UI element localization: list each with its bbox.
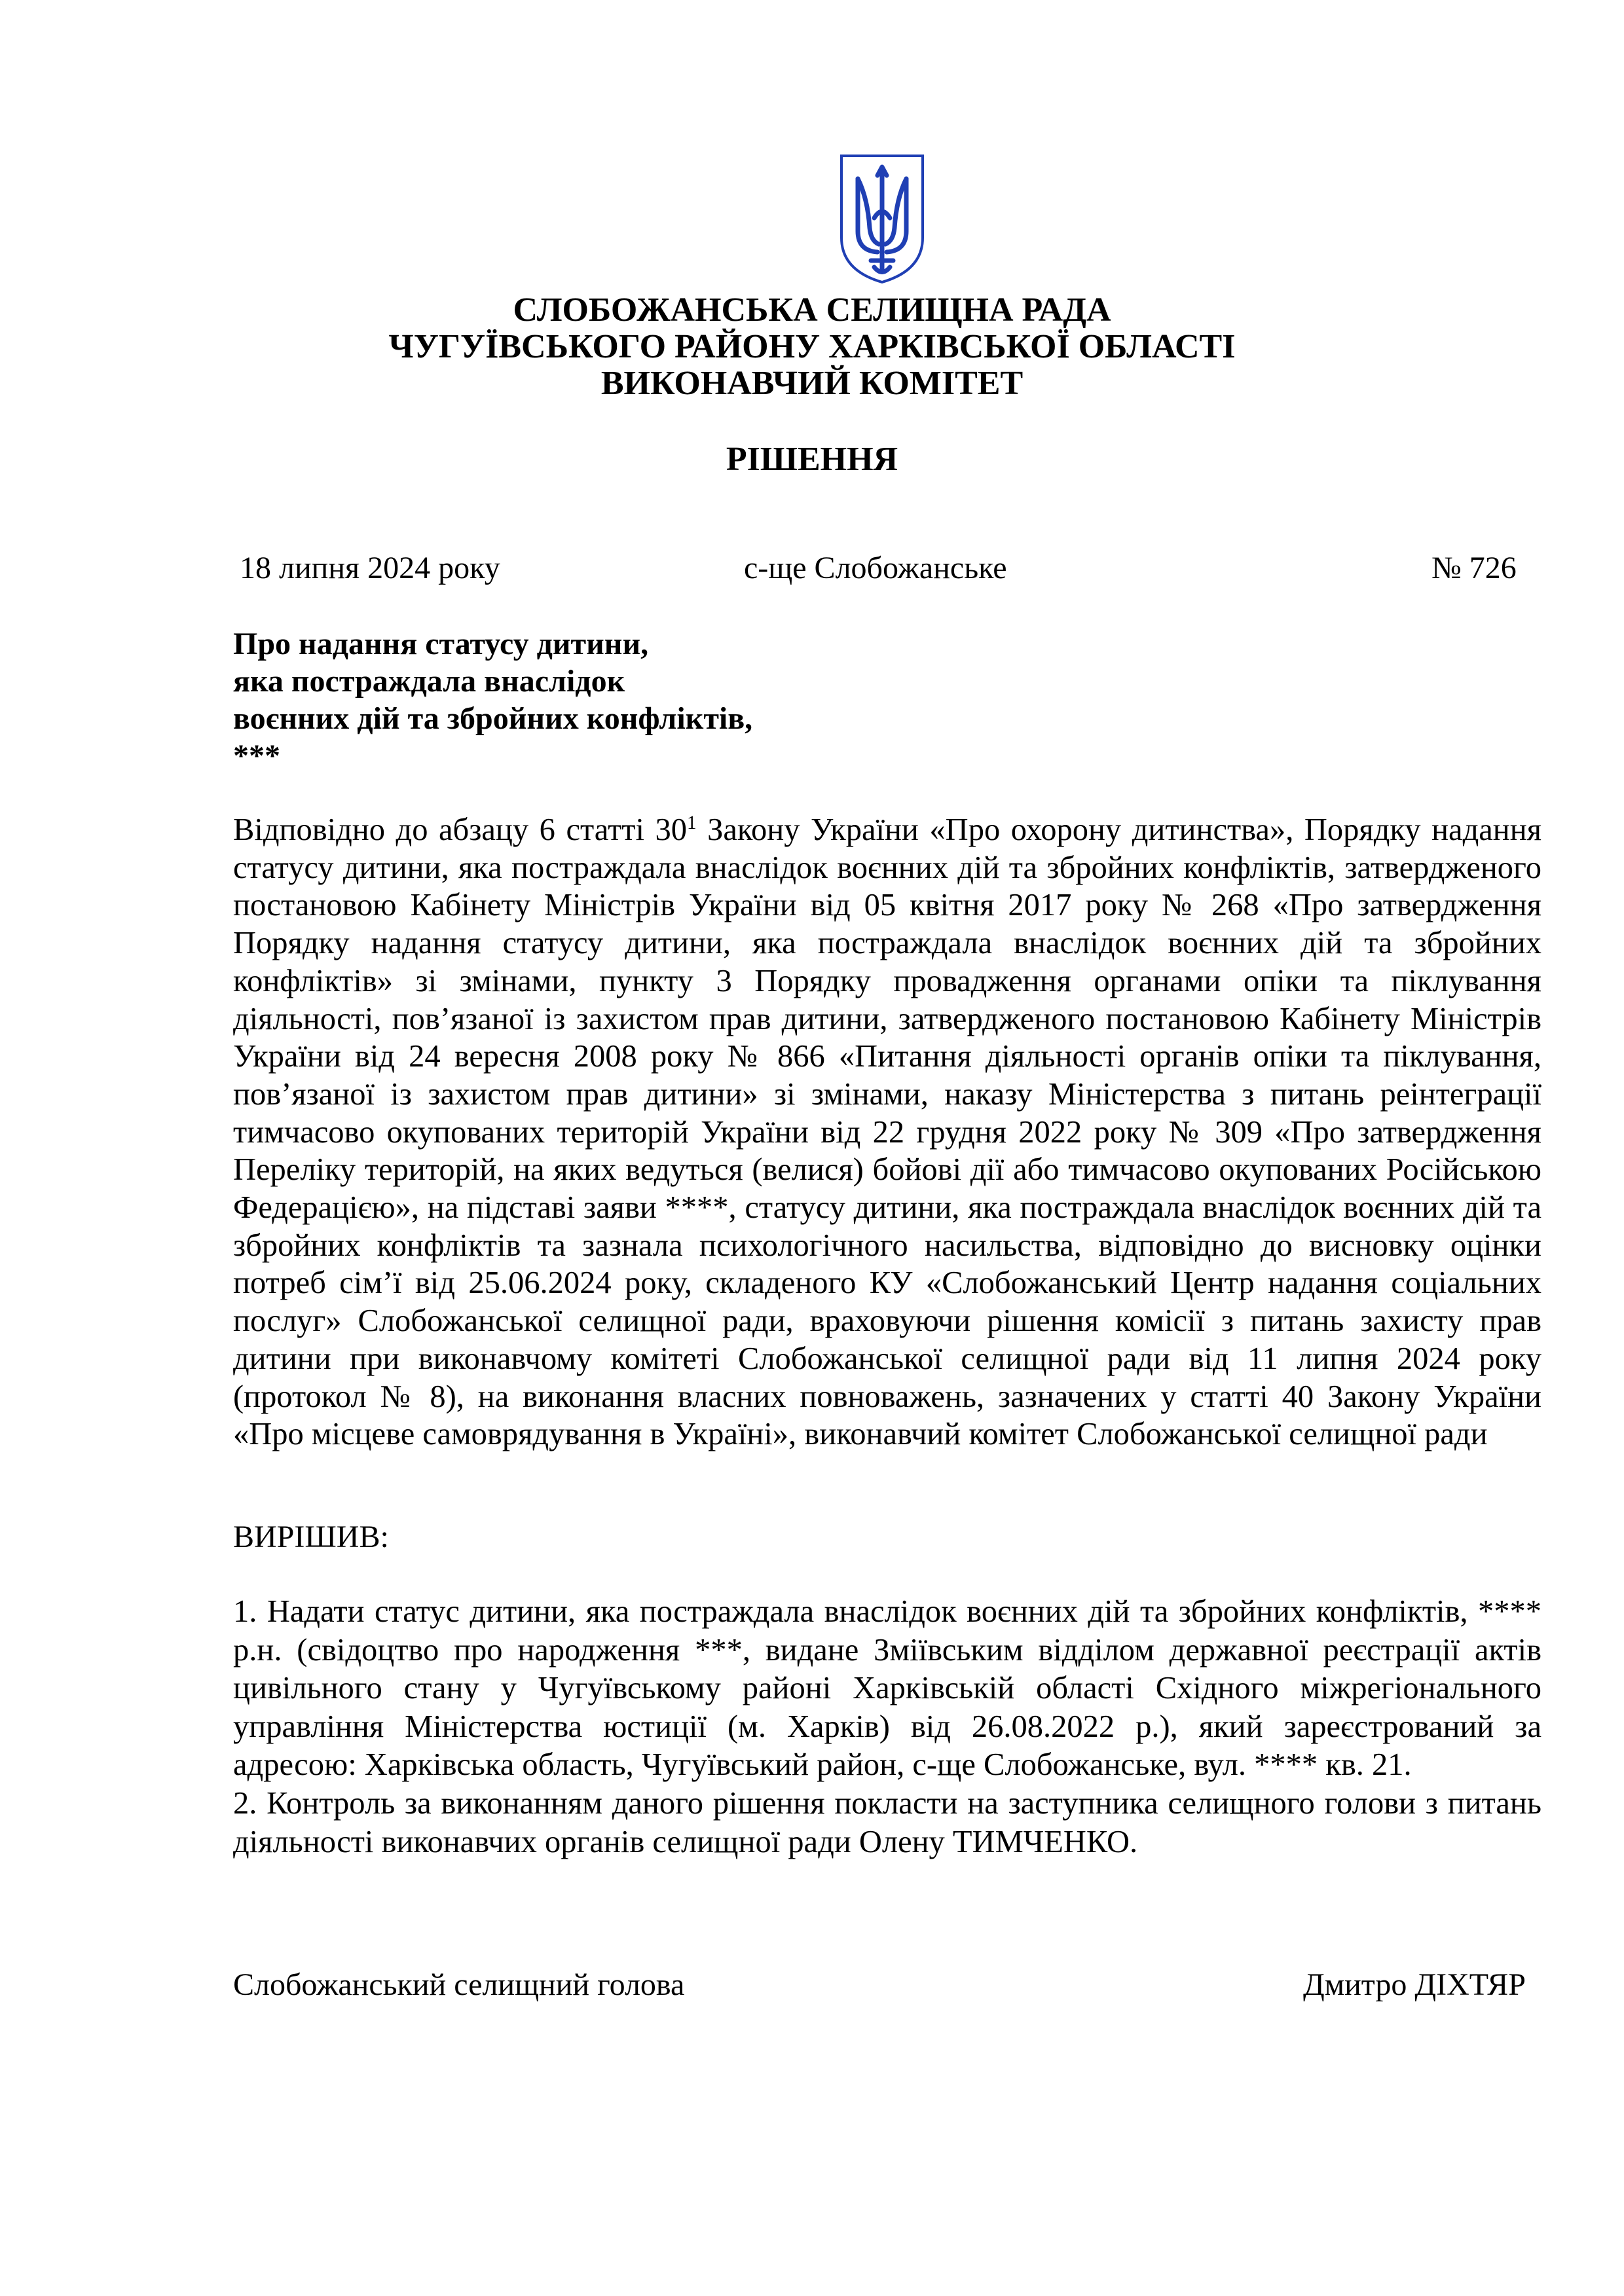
decision-item-1: 1. Надати статус дитини, яка постраждала внаслідок воєнних дій та збройних конфліктів, **** р.н. (свідоцтво про народження ***, видане Зміївським відділом державної реєстрації актів цивільного стану у Чугуївському районі Харківській області Східного міжрегіонального управління Міністерства юстиції (м. Харків) від 26.08.2022 р.), який зареєстрований за адресою: Харківська область, Чугуївський район, с-ще Слобожанське, вул. **** кв. 21. [233, 1594, 1541, 1783]
subject-line-3: воєнних дій та збройних конфліктів, [233, 701, 753, 736]
document-type-title: РІШЕННЯ [726, 441, 898, 478]
preamble-paragraph [233, 811, 1541, 1453]
ukraine-trident-emblem-icon [838, 153, 926, 285]
subject-line-2: яка постраждала внаслідок [233, 664, 625, 699]
preamble-text-rest: Закону України «Про охорону дитинства», Порядку надання статусу дитини, яка постраждала внаслідок воєнних дій та збройних конфліктів, затвердженого постановою Кабінету Міністрів України від 05 квітня 2017 року № 268 «Про затвердження Порядку надання статусу дитини, яка постраждала внаслідок воєнних дій та збройних конфліктів» зі змінами, пункту 3 Порядку провадження органами опіки та піклування діяльності, пов’язаної із захистом прав дитини, затвердженого постановою Кабінету Міністрів України від 24 вересня 2008 року № 866 «Питання діяльності органів опіки та піклування, пов’язаної із захистом прав дитини» зі змінами, наказу Міністерства з питань реінтеграції тимчасово окупованих територій України від 22 грудня 2022 року № 309 «Про затвердження Переліку територій, на яких ведуться (велися) бойові дії або тимчасово окупованих Російською Федерацією», на підставі заяви ****, статусу дитини, яка постраждала внаслідок воєнних дій та збройних конфліктів та зазнала психологічного насильства, відповідно до висновку оцінки потреб сім’ї від 25.06.2024 року, складеного КУ «Слобожанський Центр надання соціальних послуг» Слобожанської селищної ради, враховуючи рішення комісії з питань захисту прав дитини при виконавчому комітеті Слобожанської селищної ради від 11 липня 2024 року (протокол № 8), на виконання власних повноважень, зазначених у статті 40 Закону України «Про місцеве самоврядування в Україні», виконавчий комітет Слобожанської селищної ради [233, 812, 1541, 1452]
signature-name: Дмитро ДІХТЯР [1303, 1967, 1526, 2002]
signature-position: Слобожанський селищний голова [233, 1967, 685, 2002]
district-title: ЧУГУЇВСЬКОГО РАЙОНУ ХАРКІВСЬКОЇ ОБЛАСТІ [388, 328, 1236, 365]
committee-title: ВИКОНАВЧИЙ КОМІТЕТ [600, 365, 1024, 402]
decision-place: с-ще Слобожанське [744, 551, 1007, 585]
article-superscript: 1 [687, 812, 697, 833]
preamble-text-start: Відповідно до абзацу 6 статті 30 [233, 812, 687, 847]
subject-line-1: Про надання статусу дитини, [233, 627, 649, 661]
decision-items [233, 1593, 1541, 1861]
council-title: СЛОБОЖАНСЬКА СЕЛИЩНА РАДА [513, 291, 1111, 329]
subject-line-4: *** [233, 738, 280, 773]
decision-number: № 726 [1431, 551, 1517, 585]
decision-item-2: 2. Контроль за виконанням даного рішення покласти на заступника селищного голови з питань діяльності виконавчих органів селищної ради Олену ТИМЧЕНКО. [233, 1785, 1541, 1859]
decision-date: 18 липня 2024 року [240, 551, 500, 585]
decided-heading: ВИРІШИВ: [233, 1520, 389, 1554]
